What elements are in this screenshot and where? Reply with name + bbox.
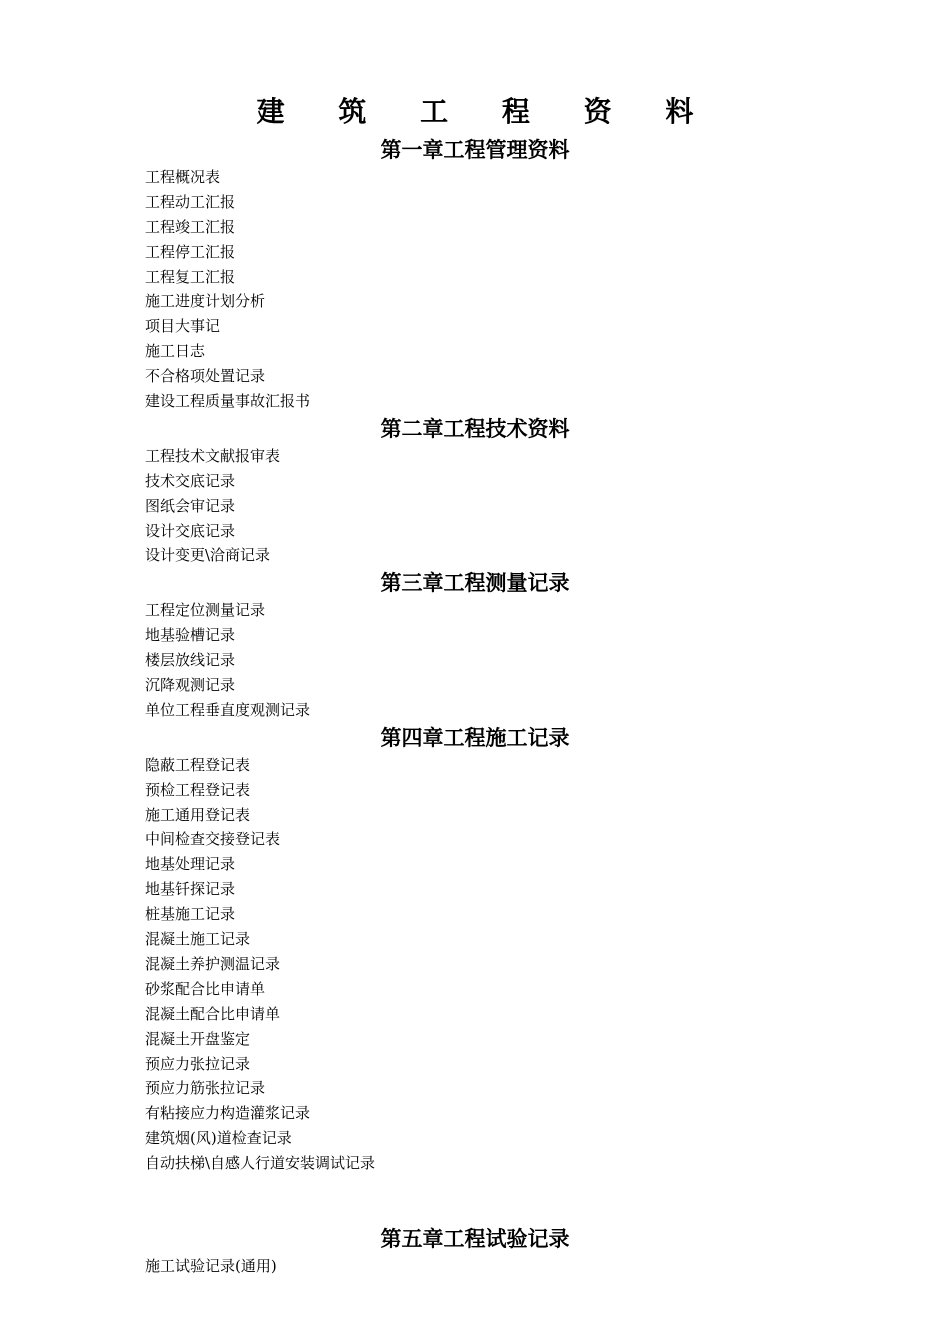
list-item: 混凝土养护测温记录 <box>145 954 281 973</box>
list-item: 桩基施工记录 <box>145 905 236 924</box>
list-item: 设计变更\洽商记录 <box>145 546 271 565</box>
list-item: 预应力筋张拉记录 <box>145 1079 266 1098</box>
list-item: 工程定位测量记录 <box>145 601 266 620</box>
list-item: 沉降观测记录 <box>145 676 236 695</box>
list-item: 隐蔽工程登记表 <box>145 755 251 774</box>
list-item: 工程技术文献报审表 <box>145 446 281 465</box>
list-item: 混凝土开盘鉴定 <box>145 1029 251 1048</box>
chapter-4 <box>145 723 805 1176</box>
list-item: 施工日志 <box>145 342 206 361</box>
list-item: 地基处理记录 <box>145 855 236 874</box>
list-item: 预检工程登记表 <box>145 780 251 799</box>
chapter-2 <box>145 414 805 568</box>
list-item: 图纸会审记录 <box>145 496 236 515</box>
list-item: 不合格项处置记录 <box>145 367 266 386</box>
chapter-item-list <box>145 165 805 414</box>
section-spacer <box>145 1176 805 1224</box>
chapter-3 <box>145 568 805 722</box>
list-item: 工程概况表 <box>145 168 221 186</box>
list-item: 楼层放线记录 <box>145 651 236 670</box>
chapter-item-list <box>145 753 805 1176</box>
chapter-1 <box>145 135 805 414</box>
list-item: 自动扶梯\自感人行道安装调试记录 <box>145 1154 376 1173</box>
list-item: 预应力张拉记录 <box>145 1054 251 1073</box>
list-item: 单位工程垂直度观测记录 <box>145 700 311 719</box>
list-item: 建设工程质量事故汇报书 <box>145 392 311 411</box>
chapter-title: 第四章工程施工记录 <box>380 724 570 750</box>
list-item: 工程停工汇报 <box>145 242 236 261</box>
list-item: 工程动工汇报 <box>145 192 236 211</box>
list-item: 施工试验记录(通用) <box>145 1256 277 1275</box>
document-title: 建 筑 工 程 资 料 <box>256 95 716 128</box>
chapter-title: 第二章工程技术资料 <box>380 415 570 441</box>
list-item: 工程复工汇报 <box>145 267 236 286</box>
list-item: 地基验槽记录 <box>145 626 236 645</box>
document-content <box>145 135 805 1279</box>
chapter-5 <box>145 1224 805 1279</box>
chapter-item-list <box>145 444 805 568</box>
list-item: 混凝土配合比申请单 <box>145 1004 281 1023</box>
chapter-title: 第一章工程管理资料 <box>380 137 570 162</box>
chapter-item-list <box>145 598 805 722</box>
chapter-title: 第三章工程测量记录 <box>380 570 570 596</box>
list-item: 施工通用登记表 <box>145 805 251 824</box>
list-item: 砂浆配合比申请单 <box>145 979 266 998</box>
list-item: 地基钎探记录 <box>145 880 236 899</box>
list-item: 技术交底记录 <box>145 471 236 490</box>
list-item: 设计交底记录 <box>145 521 236 540</box>
list-item: 混凝土施工记录 <box>145 930 251 949</box>
list-item: 有粘接应力构造灌浆记录 <box>145 1104 311 1123</box>
chapter-title: 第五章工程试验记录 <box>380 1225 570 1251</box>
chapter-item-list <box>145 1254 805 1279</box>
list-item: 施工进度计划分析 <box>145 292 266 311</box>
list-item: 中间检查交接登记表 <box>145 830 281 849</box>
list-item: 建筑烟(风)道检查记录 <box>145 1129 292 1148</box>
list-item: 工程竣工汇报 <box>145 217 236 236</box>
list-item: 项目大事记 <box>145 317 221 336</box>
